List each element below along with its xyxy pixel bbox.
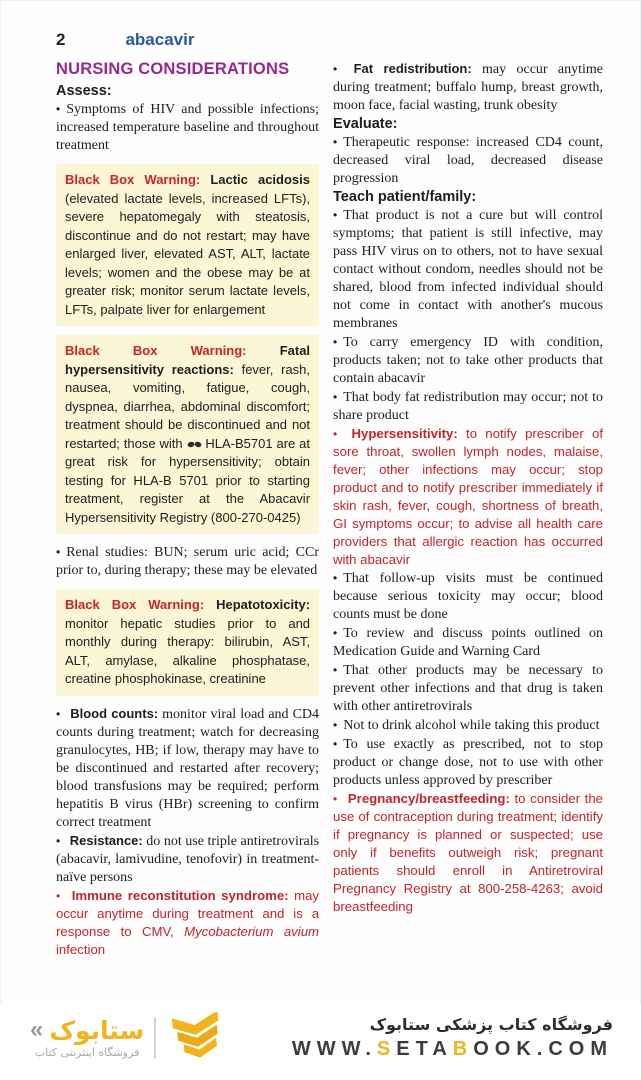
evaluate-heading: Evaluate: xyxy=(333,116,398,132)
immune-reconstitution-bullet: • Immune reconstitution syndrome: may occur anytime during treatment and is a response to CMV, Mycobacterium avium infection xyxy=(56,887,319,959)
store-title: فروشگاه کتاب پزشکی ستابوک xyxy=(369,1015,613,1034)
black-box-warning-hypersensitivity: Black Box Warning: Fatal hypersensitivity reactions: fever, rash, nausea, vomiting, fatigue, cough, dyspnea, diarrhea, abdominal discomfort; treatment should be discontinued and not restarted; those with HLA-B5701 are at great risk for hypersensitivity; obtain testing for HLA-B 5701 prior to starting treatment, register at the Abacavir Hypersensitivity Registry (800-270-0425) xyxy=(56,335,319,534)
store-info xyxy=(292,1015,613,1061)
assess-bullet: • Symptoms of HIV and possible infections; increased temperature baseline and throughout treatment xyxy=(56,100,319,155)
black-box-warning-label: Black Box Warning: xyxy=(65,172,201,187)
section-title: NURSING CONSIDERATIONS xyxy=(56,60,290,78)
page-number: 2 xyxy=(56,30,66,49)
store-url: WWW.SETABOOK.COM xyxy=(291,1038,613,1060)
pregnancy-breastfeeding-bullet: • Pregnancy/breastfeeding: to consider the use of contraception during treatment; identify if pregnancy is planned or suspected; use only if benefits outweigh risk; pregnant patients should enroll in Antiretroviral Pregnancy Registry at 800-258-4263; avoid breastfeeding xyxy=(333,790,603,916)
page-header xyxy=(56,30,603,50)
other-products-bullet: • That other products may be necessary to prevent other infections and that drug is taken with other antiretrovirals xyxy=(333,661,603,716)
black-box-warning-label: Black Box Warning: xyxy=(65,343,247,358)
chevron-book-logo-icon xyxy=(166,1012,224,1064)
followup-bullet: • That follow-up visits must be continued because serious toxicity may occur; blood counts must be done xyxy=(333,569,603,624)
resistance-bullet: • Resistance: do not use triple antiretrovirals (abacavir, lamivudine, tenofovir) in treatment-naïve persons xyxy=(56,832,319,887)
setabook-logo xyxy=(30,1012,224,1064)
black-box-warning-label: Black Box Warning: xyxy=(65,597,205,612)
guillemet-icon: « xyxy=(30,1016,44,1043)
renal-bullet: • Renal studies: BUN; serum uric acid; CCr prior to, during therapy; these may be elevated xyxy=(56,543,319,580)
pharmacogenomic-icon xyxy=(187,440,202,449)
alcohol-bullet: • Not to drink alcohol while taking this product xyxy=(333,716,603,735)
drug-name: abacavir xyxy=(125,30,195,49)
therapeutic-response-bullet: • Therapeutic response: increased CD4 count, decreased viral load, decreased disease progression xyxy=(333,133,603,188)
use-exactly-bullet: • To use exactly as prescribed, not to stop product or change dose, not to use with other products unless approved by prescriber xyxy=(333,735,603,790)
bookstore-footer xyxy=(0,1004,641,1080)
brand-wordmark: ستابوک xyxy=(49,1015,145,1045)
right-column xyxy=(333,60,603,959)
black-box-warning-hepatotoxicity: Black Box Warning: Hepatotoxicity: monitor hepatic studies prior to and monthly during therapy: bilirubin, AST, ALT, amylase, alkaline phosphatase, creatine phosphokinase, creatinine xyxy=(56,589,319,696)
review-bullet: • To review and discuss points outlined on Medication Guide and Warning Card xyxy=(333,624,603,661)
emergency-id-bullet: • To carry emergency ID with condition, products taken; not to take other products that contain abacavir xyxy=(333,333,603,388)
logo-divider xyxy=(154,1017,156,1059)
assess-heading: Assess: xyxy=(56,83,112,99)
left-column xyxy=(56,60,319,959)
hypersensitivity-bullet: • Hypersensitivity: to notify prescriber of sore throat, swollen lymph nodes, malaise, fever; other infections may occur; stop product and to notify prescriber immediately if skin rash, fever, cough, shortness of breath, GI symptoms occur; to advise all health care providers that allergic reaction has occurred with abacavir xyxy=(333,425,603,569)
blood-counts-bullet: • Blood counts: monitor viral load and CD4 counts during treatment; watch for decreasing granulocytes, HB; if low, therapy may have to be discontinued and restarted after recovery; blood transfusions may be required; perform hepatitis B virus (HBr) screening to confirm correct treatment xyxy=(56,705,319,832)
not-cure-bullet: • That product is not a cure but will control symptoms; that patient is still infective, may pass HIV virus on to others, not to have sexual contact without condom, needles should not be shared, blood from infected individual should not come in contact with another's mucous membranes xyxy=(333,206,603,333)
fat-redistribution-bullet: • Fat redistribution: may occur anytime during treatment; buffalo hump, breast growth, moon face, facial wasting, trunk obesity xyxy=(333,60,603,115)
body-fat-bullet: • That body fat redistribution may occur; not to share product xyxy=(333,388,603,425)
brand-tagline: فروشگاه اینترنتی کتاب xyxy=(34,1045,140,1059)
black-box-warning-lactic-acidosis: Black Box Warning: Lactic acidosis (elevated lactate levels, increased LFTs), severe hepatomegaly with steatosis, discontinue and do not restart; may have enlarged liver, elevated AST, ALT, lactate levels; women and the obese may be at greater risk; monitor serum lactate levels, LFTs, palpate liver for enlargement xyxy=(56,164,319,326)
teach-patient-family-heading: Teach patient/family: xyxy=(333,189,477,205)
